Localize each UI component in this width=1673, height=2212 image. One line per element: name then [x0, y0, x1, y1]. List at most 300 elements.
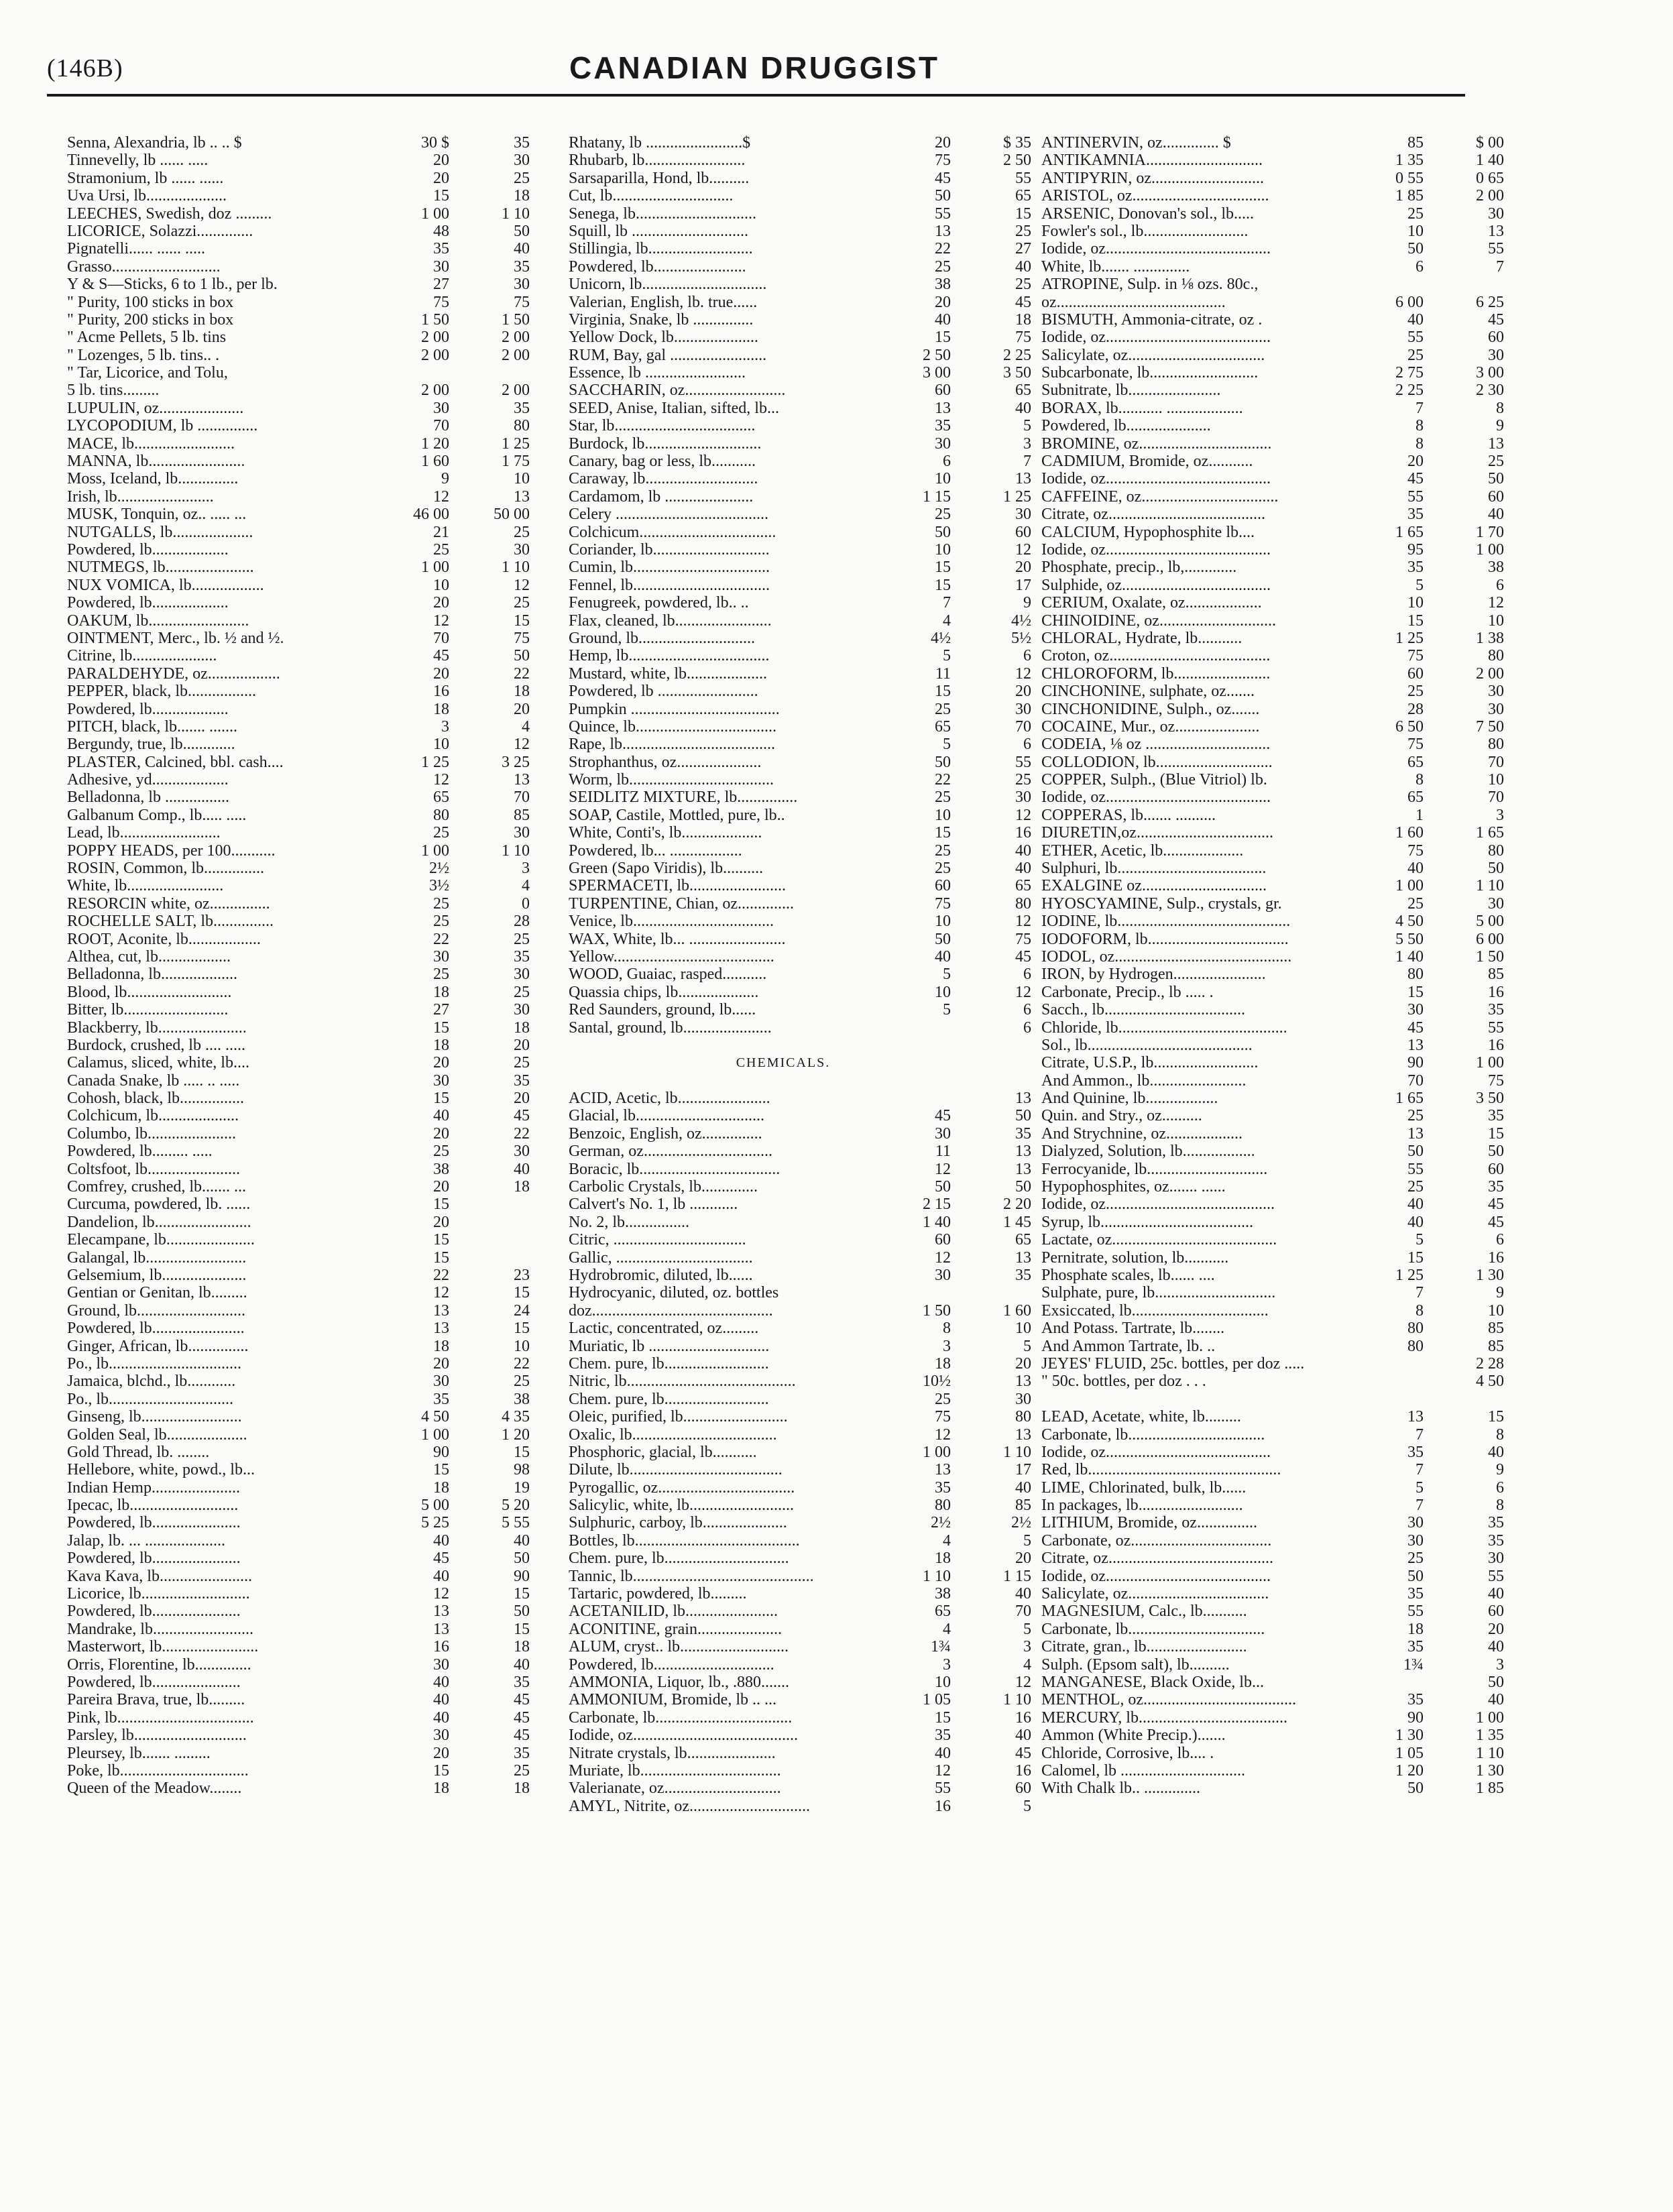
price-low: 2 75 — [1395, 364, 1424, 382]
price-low: 28 — [1407, 700, 1424, 718]
price-low: 20 — [433, 169, 449, 187]
item-name: COPPERAS, lb....... .......... — [1041, 806, 1216, 824]
price-row — [1041, 1302, 1511, 1320]
price-low: 18 — [433, 1036, 449, 1054]
price-row — [1041, 205, 1511, 223]
price-row — [67, 1461, 536, 1478]
price-row — [569, 1479, 1038, 1497]
price-row — [1041, 1709, 1511, 1727]
price-low: 16 — [433, 1638, 449, 1656]
price-high: 6 — [1023, 1001, 1031, 1019]
price-high: 3 00 — [1476, 364, 1504, 382]
price-low: 30 — [1407, 1514, 1424, 1532]
price-low: 55 — [1407, 329, 1424, 347]
price-low: 45 — [935, 1107, 951, 1125]
price-row — [1041, 311, 1511, 329]
price-low: 45 — [1407, 1018, 1424, 1037]
price-high: 75 — [1015, 930, 1031, 948]
item-name: BISMUTH, Ammonia-citrate, oz . — [1041, 310, 1263, 329]
price-high: 0 65 — [1476, 169, 1504, 187]
price-low: 15 — [433, 187, 449, 205]
price-low: 1 50 — [421, 310, 449, 329]
price-low: 12 — [935, 1160, 951, 1178]
price-low: 1 00 — [1395, 877, 1424, 895]
price-high: 25 — [1015, 771, 1031, 789]
price-row — [67, 294, 536, 311]
price-high: 1 60 — [1003, 1301, 1031, 1320]
price-high: 60 — [1488, 487, 1504, 506]
price-low: 65 — [1407, 789, 1424, 807]
price-row — [1041, 1585, 1511, 1603]
price-low: 7 — [943, 594, 951, 612]
price-low: 55 — [935, 1780, 951, 1798]
item-name: Coriander, lb............................. — [569, 540, 770, 559]
price-row — [1041, 258, 1511, 276]
price-high: 40 — [1015, 1478, 1031, 1497]
item-name: Rhubarb, lb......................... — [569, 152, 746, 170]
item-name: Tartaric, powdered, lb......... — [569, 1585, 747, 1603]
price-low: 13 — [433, 1603, 449, 1621]
price-high: 85 — [1488, 1337, 1504, 1355]
price-high: 20 — [1015, 1354, 1031, 1373]
price-high: 12 — [1015, 806, 1031, 824]
price-low: 40 — [433, 1107, 449, 1125]
price-row — [569, 311, 1038, 329]
price-low: 13 — [935, 222, 951, 240]
price-high: $ 35 — [1003, 134, 1031, 152]
price-row — [569, 1090, 1038, 1107]
item-name: Powdered, lb....................... — [67, 1320, 245, 1338]
price-high: 70 — [1015, 717, 1031, 736]
item-name: Iodide, oz......................................... — [1041, 329, 1271, 347]
item-name: Powdered, lb................... — [67, 700, 229, 718]
price-low: 1 15 — [923, 487, 951, 506]
price-high: 35 — [1488, 1531, 1504, 1550]
item-name: Iodide, oz.......................................... — [1041, 1196, 1275, 1214]
price-low: 18 — [433, 1337, 449, 1355]
price-row — [569, 506, 1038, 523]
item-name: Flax, cleaned, lb........................ — [569, 612, 772, 630]
item-name: Powdered, lb................... — [67, 594, 229, 612]
price-row — [67, 1674, 536, 1691]
price-low: 13 — [433, 1301, 449, 1320]
price-high: 18 — [1015, 310, 1031, 329]
price-low: 40 — [935, 1744, 951, 1762]
price-low: 38 — [433, 1160, 449, 1178]
price-low: 3½ — [429, 877, 449, 895]
price-row — [1041, 276, 1511, 293]
item-name: Green (Sapo Viridis), lb.......... — [569, 860, 764, 878]
price-row — [1041, 1072, 1511, 1090]
price-high: 5 — [1023, 1531, 1031, 1550]
price-row — [569, 1568, 1038, 1585]
price-low: 40 — [1407, 1213, 1424, 1231]
item-name: PLASTER, Calcined, bbl. cash.... — [67, 753, 284, 771]
price-row — [67, 1550, 536, 1567]
price-row — [569, 1745, 1038, 1762]
price-high: 1 00 — [1476, 1708, 1504, 1727]
price-high: 1 00 — [1476, 540, 1504, 559]
price-high: 30 — [514, 540, 530, 559]
item-name: Unicorn, lb............................... — [569, 276, 767, 294]
price-high: 3 — [1496, 1655, 1504, 1674]
price-low: 10 — [935, 806, 951, 824]
price-low: 25 — [1407, 894, 1424, 913]
price-high: 16 — [1015, 1708, 1031, 1727]
item-name: Red Saunders, ground, lb...... — [569, 1001, 756, 1019]
price-high: 25 — [514, 983, 530, 1001]
price-high: 3 50 — [1003, 364, 1031, 382]
price-row — [569, 488, 1038, 506]
price-high: 45 — [514, 1691, 530, 1709]
item-name: Pyrogallic, oz.................................. — [569, 1478, 795, 1497]
price-high: 80 — [1015, 894, 1031, 913]
item-name: Colchicum, lb.................... — [67, 1107, 239, 1125]
price-low: 90 — [1407, 1054, 1424, 1072]
item-name: Comfrey, crushed, lb....... ... — [67, 1178, 247, 1196]
price-low: 30 — [935, 1267, 951, 1284]
price-row — [1041, 789, 1511, 806]
price-low: 35 — [935, 417, 951, 435]
price-row — [569, 1125, 1038, 1143]
price-high: 6 — [1023, 1018, 1031, 1037]
price-high: 65 — [1015, 1231, 1031, 1249]
price-low: 10 — [935, 913, 951, 931]
price-low: 13 — [935, 399, 951, 417]
price-row — [569, 1373, 1038, 1390]
price-row — [67, 630, 536, 647]
price-row — [1041, 1550, 1511, 1567]
price-row — [67, 1125, 536, 1143]
price-high: 30 — [1488, 205, 1504, 223]
price-row — [67, 1762, 536, 1780]
item-name: Gelsemium, lb..................... — [67, 1267, 247, 1284]
price-high: 16 — [1488, 1036, 1504, 1054]
price-high: 70 — [514, 789, 530, 807]
price-row — [67, 1231, 536, 1248]
item-name: AMMONIUM, Bromide, lb .. ... — [569, 1691, 776, 1709]
price-low: 40 — [433, 1673, 449, 1691]
price-low: 55 — [935, 205, 951, 223]
price-high: 25 — [514, 1373, 530, 1391]
item-name: CODEIA, ⅛ oz ............................... — [1041, 736, 1271, 754]
price-high: 8 — [1496, 1497, 1504, 1515]
item-name: Pink, lb.................................. — [67, 1708, 254, 1727]
item-name: WOOD, Guaiac, rasped........... — [569, 966, 767, 984]
price-low: 22 — [433, 930, 449, 948]
price-high: 12 — [1488, 594, 1504, 612]
price-high: 13 — [1015, 1090, 1031, 1108]
item-name: COCAINE, Mur., oz..................... — [1041, 717, 1260, 736]
price-high: 45 — [1488, 1213, 1504, 1231]
price-low: 60 — [935, 382, 951, 400]
price-high: 1 15 — [1003, 1567, 1031, 1585]
price-low: 90 — [1407, 1708, 1424, 1727]
item-name: Pareira Brava, true, lb......... — [67, 1691, 245, 1709]
price-high: 40 — [1488, 506, 1504, 524]
item-name: Citrate, oz......................................... — [1041, 1550, 1273, 1568]
price-row — [67, 1638, 536, 1655]
price-low: 38 — [935, 1585, 951, 1603]
price-low: 13 — [433, 1320, 449, 1338]
price-row — [569, 1178, 1038, 1196]
price-row — [569, 170, 1038, 187]
item-name: Ferrocyanide, lb.............................. — [1041, 1160, 1268, 1178]
price-high: 70 — [1488, 789, 1504, 807]
price-row — [67, 771, 536, 789]
item-name: Licorice, lb........................... — [67, 1585, 250, 1603]
price-row — [569, 1444, 1038, 1461]
price-row — [569, 736, 1038, 753]
price-low: 15 — [935, 683, 951, 701]
price-high: 20 — [1488, 1620, 1504, 1638]
price-row — [1041, 1691, 1511, 1708]
item-name: Chloride, Corrosive, lb.... . — [1041, 1744, 1214, 1762]
item-name: Chloride, lb.......................................... — [1041, 1018, 1287, 1037]
price-row — [569, 1709, 1038, 1727]
price-high: 40 — [1488, 1638, 1504, 1656]
price-low: 80 — [1407, 966, 1424, 984]
price-row — [67, 984, 536, 1001]
price-row — [67, 187, 536, 205]
item-name: Tinnevelly, lb ...... ..... — [67, 152, 209, 170]
price-row — [1041, 612, 1511, 630]
price-row — [67, 170, 536, 187]
price-high: 18 — [514, 683, 530, 701]
price-low: 2 15 — [923, 1196, 951, 1214]
price-low: 1 25 — [1395, 629, 1424, 647]
price-low: 6 00 — [1395, 293, 1424, 311]
item-name: Exsiccated, lb.................................. — [1041, 1301, 1269, 1320]
price-low: 25 — [1407, 1107, 1424, 1125]
price-row — [1041, 1497, 1511, 1514]
price-row — [67, 1143, 536, 1160]
price-row — [569, 1037, 1038, 1054]
item-name: Jalap, lb. ... .................... — [67, 1531, 225, 1550]
price-low: 35 — [1407, 506, 1424, 524]
item-name: Sulphide, oz..................................... — [1041, 576, 1271, 594]
price-high: 45 — [514, 1727, 530, 1745]
price-high: 16 — [1488, 983, 1504, 1001]
price-low: 35 — [1407, 1443, 1424, 1461]
price-high: 18 — [514, 1178, 530, 1196]
price-row — [1041, 824, 1511, 841]
item-name: Nitric, lb.......................................... — [569, 1373, 796, 1391]
price-high: 9 — [1023, 594, 1031, 612]
price-row — [1041, 913, 1511, 930]
price-high: 6 — [1023, 647, 1031, 665]
price-row — [569, 1656, 1038, 1674]
price-low: 5 50 — [1395, 930, 1424, 948]
price-high: 65 — [1015, 187, 1031, 205]
price-low: 75 — [935, 1408, 951, 1426]
price-low: 35 — [433, 240, 449, 258]
item-name: Pleursey, lb....... ......... — [67, 1744, 211, 1762]
item-name: Dandelion, lb........................ — [67, 1213, 251, 1231]
price-high: 6 — [1496, 1478, 1504, 1497]
item-name: Mustard, white, lb.................... — [569, 664, 767, 683]
item-name: Sarsaparilla, Hond, lb.......... — [569, 169, 750, 187]
item-name: Calomel, lb ............................... — [1041, 1761, 1245, 1780]
price-low: 10 — [935, 540, 951, 559]
price-high: 1 30 — [1476, 1267, 1504, 1284]
price-row — [1041, 807, 1511, 824]
item-name: Oleic, purified, lb.......................... — [569, 1408, 788, 1426]
journal-title: CANADIAN DRUGGIST — [569, 50, 939, 85]
item-name: SPERMACETI, lb........................ — [569, 877, 787, 895]
item-name: Powdered, lb..................... — [1041, 417, 1211, 435]
price-high: 80 — [514, 417, 530, 435]
price-high: 30 — [514, 824, 530, 842]
price-row — [1041, 1603, 1511, 1620]
price-row — [67, 506, 536, 523]
item-name: Citrate, oz....................................... — [1041, 506, 1265, 524]
price-high: 40 — [1488, 1443, 1504, 1461]
item-name: CERIUM, Oxalate, oz................... — [1041, 594, 1262, 612]
price-low: 1 40 — [923, 1213, 951, 1231]
price-row — [569, 276, 1038, 293]
price-high: 10 — [1488, 612, 1504, 630]
price-low: 1 60 — [1395, 824, 1424, 842]
item-name: Calvert's No. 1, lb ............ — [569, 1196, 738, 1214]
price-row — [569, 931, 1038, 948]
price-row — [67, 665, 536, 683]
price-high: 20 — [514, 1090, 530, 1108]
item-name: OAKUM, lb......................... — [67, 612, 249, 630]
item-name: Ginger, African, lb............... — [67, 1337, 249, 1355]
price-row — [67, 877, 536, 894]
item-name: Iodide, oz......................................... — [569, 1727, 798, 1745]
item-name: CINCHONINE, sulphate, oz....... — [1041, 683, 1255, 701]
price-high: 30 — [1015, 700, 1031, 718]
price-low: 10 — [1407, 594, 1424, 612]
item-name: Belladonna, lb................... — [67, 966, 237, 984]
price-row — [1041, 1532, 1511, 1550]
price-low: 18 — [935, 1550, 951, 1568]
price-high: 4 — [522, 717, 530, 736]
price-row — [569, 1161, 1038, 1178]
item-name: Glacial, lb................................ — [569, 1107, 764, 1125]
price-row — [1041, 435, 1511, 453]
price-high: 40 — [1488, 1691, 1504, 1709]
price-row — [569, 1603, 1038, 1620]
item-name: Sulphuric, carboy, lb..................... — [569, 1514, 787, 1532]
item-name: TURPENTINE, Chian, oz.............. — [569, 894, 794, 913]
price-high: 85 — [1488, 966, 1504, 984]
price-low: 25 — [935, 860, 951, 878]
price-low: 30 — [1407, 1531, 1424, 1550]
item-name: Hypophosphites, oz....... ...... — [1041, 1178, 1226, 1196]
item-name: Red, lb................................................ — [1041, 1461, 1281, 1479]
price-row — [569, 1284, 1038, 1301]
price-low: 15 — [433, 1231, 449, 1249]
price-low: 2 00 — [421, 346, 449, 364]
price-row — [1041, 541, 1511, 559]
price-row — [569, 683, 1038, 700]
price-row — [569, 152, 1038, 169]
item-name: Y & S—Sticks, 6 to 1 lb., per lb. — [67, 276, 278, 294]
item-name: Canary, bag or less, lb........... — [569, 453, 756, 471]
price-high: 1 10 — [502, 841, 530, 860]
price-row — [67, 1479, 536, 1497]
price-high: 60 — [1488, 1603, 1504, 1621]
price-low: 11 — [935, 1143, 951, 1161]
price-low: 13 — [1407, 1408, 1424, 1426]
price-row — [569, 789, 1038, 806]
price-high: 1 40 — [1476, 152, 1504, 170]
item-name: Powdered, lb...................... — [67, 1673, 241, 1691]
price-row — [1041, 1125, 1511, 1143]
item-name: Masterwort, lb........................ — [67, 1638, 259, 1656]
price-low: 1 65 — [1395, 523, 1424, 541]
price-high: 2 20 — [1003, 1196, 1031, 1214]
price-high: 1 85 — [1476, 1780, 1504, 1798]
price-high: 40 — [514, 1655, 530, 1674]
price-high: 7 50 — [1476, 717, 1504, 736]
price-low: 12 — [433, 487, 449, 506]
price-low: 25 — [433, 540, 449, 559]
price-row — [569, 647, 1038, 664]
price-row — [67, 1603, 536, 1620]
price-high: 4 35 — [502, 1408, 530, 1426]
price-row — [1041, 364, 1511, 382]
item-name: Sulphuri, lb..................................... — [1041, 860, 1267, 878]
header-rule — [47, 94, 1465, 97]
section-heading — [569, 1054, 1038, 1071]
price-high: 23 — [514, 1267, 530, 1284]
item-name: Orris, Florentine, lb.............. — [67, 1655, 251, 1674]
price-low: 10 — [433, 576, 449, 594]
item-name: Powdered, lb.............................. — [569, 1655, 774, 1674]
price-row — [569, 1107, 1038, 1124]
item-name: Quassia chips, lb.................... — [569, 983, 759, 1001]
price-row — [67, 1691, 536, 1708]
item-name: Tannic, lb............................................. — [569, 1567, 814, 1585]
item-name: CHLOROFORM, lb........................ — [1041, 664, 1271, 683]
price-row — [569, 1196, 1038, 1213]
price-high: 35 — [1015, 1124, 1031, 1143]
item-name: Quince, lb................................... — [569, 717, 776, 736]
price-row — [67, 524, 536, 541]
item-name: MANGANESE, Black Oxide, lb... — [1041, 1673, 1264, 1691]
price-low: 1 20 — [421, 434, 449, 453]
price-high: 35 — [1488, 1178, 1504, 1196]
price-low: 2 00 — [421, 382, 449, 400]
item-name: Columbo, lb...................... — [67, 1124, 237, 1143]
price-row — [67, 400, 536, 417]
price-low: 15 — [433, 1248, 449, 1267]
price-low: 55 — [1407, 487, 1424, 506]
price-row — [67, 205, 536, 223]
price-low: 10 — [1407, 222, 1424, 240]
price-high: 13 — [1488, 434, 1504, 453]
price-low: 5 25 — [421, 1514, 449, 1532]
item-name: CALCIUM, Hypophosphite lb.... — [1041, 523, 1255, 541]
price-row — [67, 1072, 536, 1090]
price-row — [1041, 1461, 1511, 1478]
price-row — [1041, 1090, 1511, 1107]
price-low: 0 55 — [1395, 169, 1424, 187]
price-low: 8 — [943, 1320, 951, 1338]
price-high: 2 00 — [502, 382, 530, 400]
price-row — [1041, 1338, 1511, 1355]
price-high: 30 — [514, 1143, 530, 1161]
price-high: 3 25 — [502, 753, 530, 771]
price-row — [1041, 1479, 1511, 1497]
item-name: Adhesive, yd................... — [67, 771, 229, 789]
price-high: 1 65 — [1476, 824, 1504, 842]
price-row — [569, 1391, 1038, 1408]
